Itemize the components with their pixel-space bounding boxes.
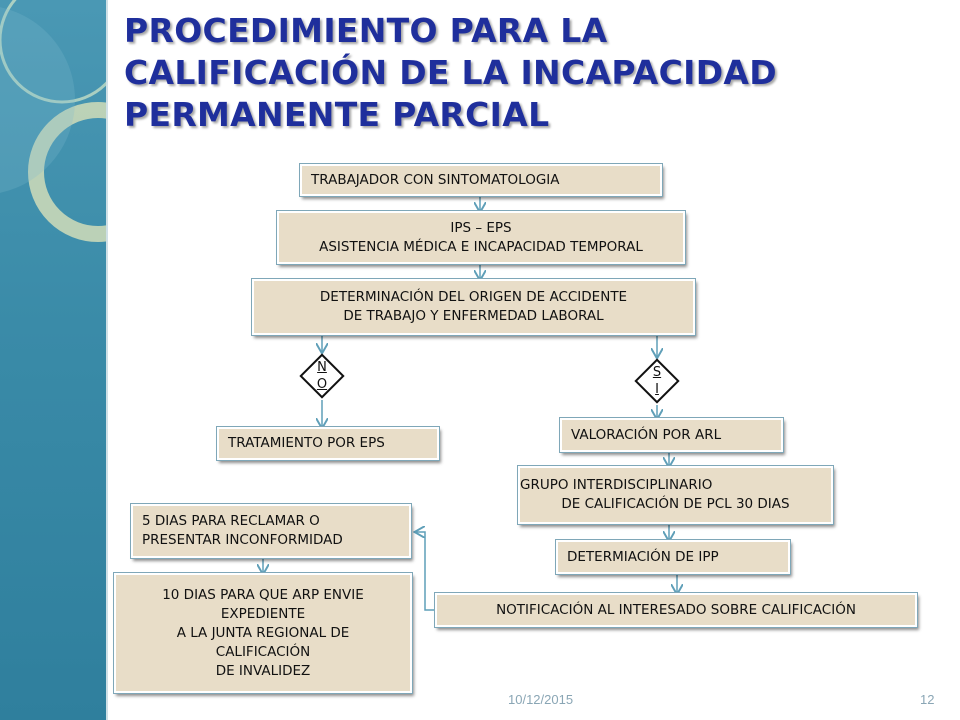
box-determinacion-line-1: DETERMINACIÓN DEL ORIGEN DE ACCIDENTE (319, 289, 628, 305)
box-diez-line-3: A LA JUNTA REGIONAL DE (176, 624, 350, 641)
box-ips-eps-line-2: ASISTENCIA MÉDICA E INCAPACIDAD TEMPORAL (319, 238, 643, 255)
box-diez-line-1: 10 DIAS PARA QUE ARP ENVIE (162, 586, 364, 603)
box-valoracion-arl (560, 418, 783, 452)
box-diez-dias (114, 573, 412, 693)
box-grupo-line-2: DE CALIFICACIÓN DE PCL 30 DIAS (561, 496, 790, 512)
box-valoracion-text: VALORACIÓN POR ARL (571, 426, 722, 443)
title-line-3: PERMANENTE PARCIAL (124, 95, 550, 134)
box-reclamar-line-2: PRESENTAR INCONFORMIDAD (142, 532, 343, 548)
box-determinacion-line-2: DE TRABAJO Y ENFERMEDAD LABORAL (343, 308, 604, 324)
decision-si-line-1: S (652, 365, 662, 380)
footer-page-number: 12 (920, 692, 935, 707)
box-diez-line-5: DE INVALIDEZ (215, 662, 311, 679)
box-diez-line-4: CALIFICACIÓN (215, 643, 311, 660)
box-notificacion (435, 593, 917, 627)
connector-notificacion-reclamar (416, 532, 435, 610)
title-line-1: PROCEDIMIENTO PARA LA (124, 11, 608, 50)
box-determiacion-ipp (556, 540, 790, 574)
box-trabajador-text: TRABAJADOR CON SINTOMATOLOGIA (311, 171, 560, 188)
box-tratamiento-text: TRATAMIENTO POR EPS (228, 435, 385, 451)
decision-no-line-1: N (317, 360, 327, 375)
box-ips-eps (277, 211, 685, 264)
box-reclamar-line-1: 5 DIAS PARA RECLAMAR O (142, 513, 320, 529)
box-notificacion-text: NOTIFICACIÓN AL INTERESADO SOBRE CALIFICACIÓN (496, 601, 856, 618)
footer-date: 10/12/2015 (508, 692, 574, 707)
box-grupo-interdisciplinario (518, 466, 833, 524)
box-tratamiento-eps (217, 427, 439, 460)
box-grupo-line-1: GRUPO INTERDISCIPLINARIO (520, 477, 713, 493)
decision-si-line-2: I (655, 382, 659, 397)
decision-si-label (637, 364, 677, 398)
box-ips-eps-line-1: IPS – EPS (450, 219, 512, 236)
title-line-2: CALIFICACIÓN DE LA INCAPACIDAD (124, 53, 777, 92)
box-determinacion-origen (252, 279, 695, 335)
box-reclamar (131, 504, 411, 558)
box-trabajador (300, 164, 662, 196)
decision-no-label (302, 359, 342, 393)
box-diez-line-2: EXPEDIENTE (220, 605, 306, 622)
box-determiacion-ipp-text: DETERMIACIÓN DE IPP (567, 548, 719, 565)
decision-no-line-2: O (316, 377, 328, 392)
